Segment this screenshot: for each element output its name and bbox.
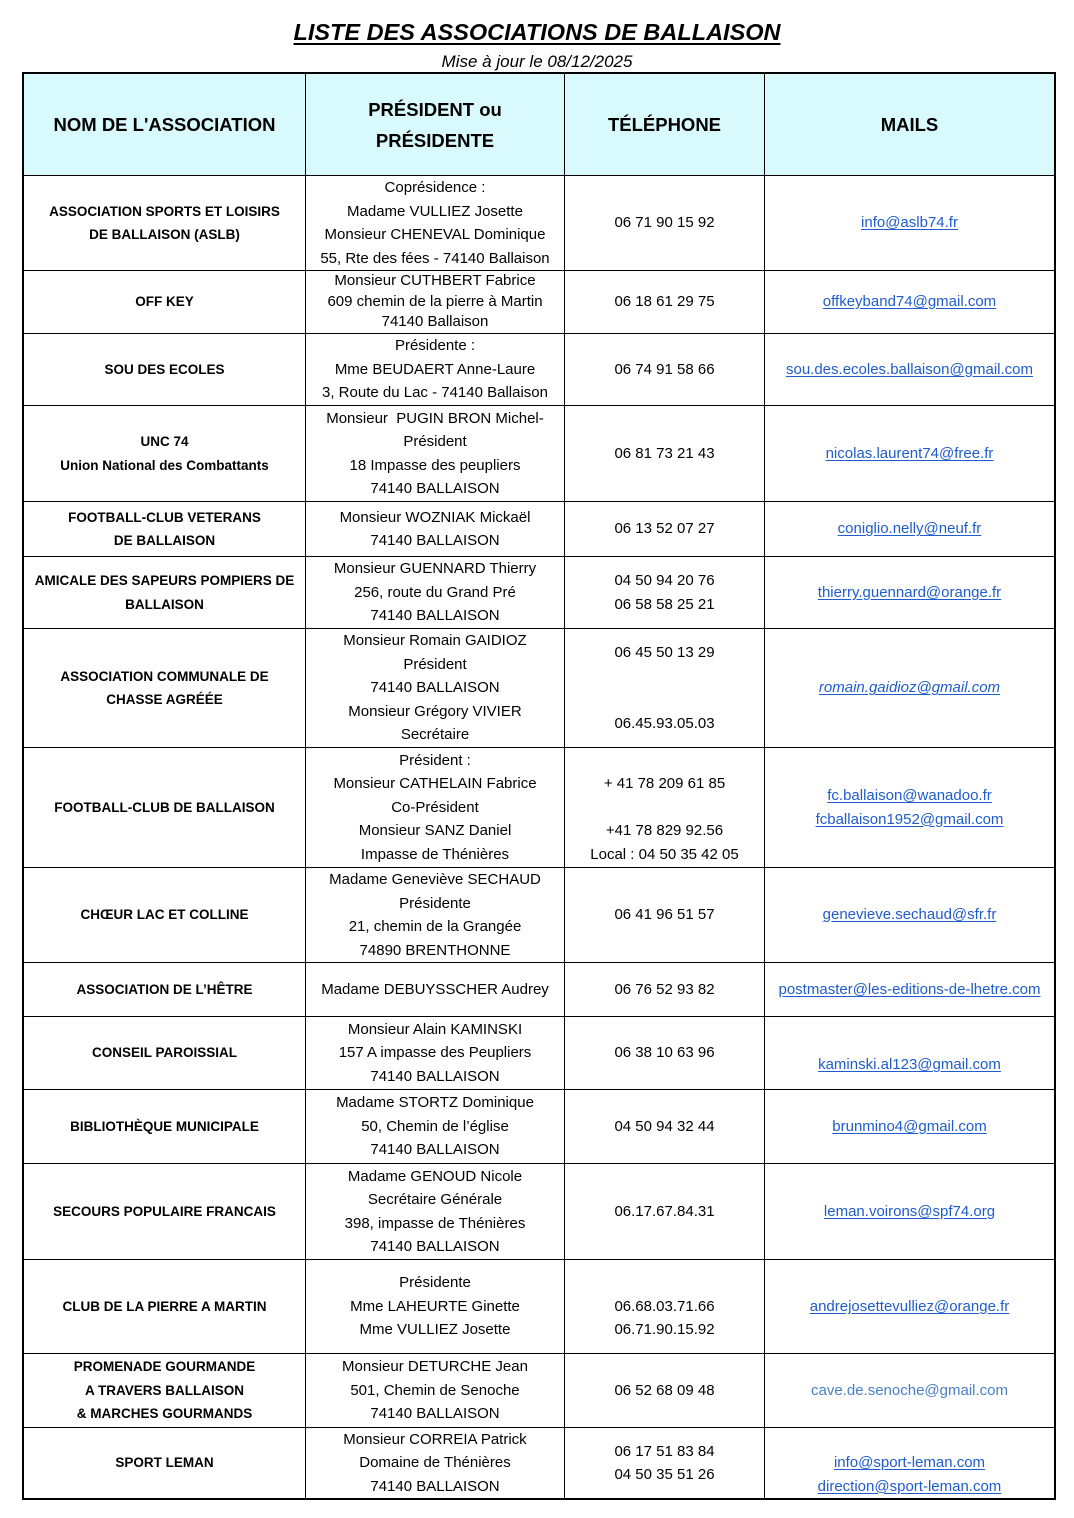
mail-link[interactable]: coniglio.nelly@neuf.fr [837,520,982,538]
header-president-label: PRÉSIDENT ou [368,98,502,120]
association-row [24,1017,1054,1090]
header-president-cell [306,74,565,175]
association-name-line: Union National des Combattants [60,457,269,473]
association-name-cell [24,176,306,270]
phone-cell [565,1354,765,1427]
association-name-cell [24,868,306,962]
phone-number: 06 18 61 29 75 [614,292,715,310]
mail-cell [765,1090,1054,1163]
association-name-line: CONSEIL PAROISSIAL [91,1045,238,1061]
phone-cell [565,629,765,747]
mail-link[interactable]: brunmino4@gmail.com [832,1117,987,1135]
president-line: 74140 BALLAISON [370,480,500,497]
association-name-line: & MARCHES GOURMANDS [76,1406,253,1422]
mail-link[interactable]: thierry.guennard@orange.fr [817,583,1002,601]
association-name-cell [24,557,306,628]
association-name-cell [24,334,306,405]
president-cell [306,748,565,867]
phone-number: 06 41 96 51 57 [614,906,715,924]
association-name-line: BIBLIOTHÈQUE MUNICIPALE [70,1118,259,1134]
president-cell [306,406,565,501]
phone-number: 06.71.90.15.92 [614,1321,715,1339]
mail-cell [765,868,1054,962]
president-line: Co-Président [391,798,479,816]
president-line: Monsieur CUTHBERT Fabrice [334,272,536,290]
president-line: Monsieur Alain KAMINSKI [347,1020,523,1038]
mail-link[interactable]: postmaster@les-editions-de-lhetre.com [778,980,1041,998]
association-name-cell [24,748,306,867]
association-name-line: SOU DES ECOLES [104,361,225,377]
president-line: Mme VULLIEZ Josette [359,1321,511,1339]
header-president-label: PRÉSIDENTE [375,129,495,151]
president-line: 74140 BALLAISON [370,679,500,697]
phone-number: 06 76 52 93 82 [614,980,715,998]
phone-number: 06 71 90 15 92 [614,214,715,232]
phone-number: 06 58 58 25 21 [614,595,715,613]
mail-link[interactable]: sou.des.ecoles.ballaison@gmail.com [785,360,1034,378]
president-line: Secrétaire Générale [367,1191,503,1208]
association-name-cell [24,1354,306,1427]
page-title-block [0,17,1074,47]
mail-cell [765,1164,1054,1259]
president-line: Présidente [399,894,471,912]
header-phone-cell [565,74,765,175]
president-cell [306,1354,565,1427]
president-line: Monsieur CATHELAIN Fabrice [333,775,537,793]
update-date: Mise à jour le 08/12/2025 [441,52,633,71]
president-line: Madame Geneviève SECHAUD [329,871,541,888]
association-name-line: ASSOCIATION COMMUNALE DE [60,668,269,684]
president-line: 18 Impasse des peupliers [349,456,521,474]
mail-cell [765,557,1054,628]
association-name-line: ASSOCIATION DE L’HÊTRE [76,981,253,997]
phone-number: 04 50 94 20 76 [614,572,715,589]
phone-cell [565,868,765,962]
phone-cell [565,1164,765,1259]
president-line: Secrétaire [400,726,470,744]
mail-cell [765,334,1054,405]
president-line: 3, Route du Lac - 74140 Ballaison [322,384,548,402]
phone-number: 06 45 50 13 29 [614,644,715,661]
association-name-line: A TRAVERS BALLAISON [84,1382,244,1398]
association-name-line: SPORT LEMAN [115,1455,214,1471]
president-line: Monsieur WOZNIAK Mickaël [339,508,531,526]
president-line: 74140 BALLAISON [370,532,500,549]
association-row [24,271,1054,334]
association-name-line: AMICALE DES SAPEURS POMPIERS DE [34,573,295,588]
association-name-line: UNC 74 [140,434,189,449]
association-name-line: CHASSE AGRÉÉE [106,692,223,707]
association-name-cell [24,1090,306,1163]
phone-number: 06 38 10 63 96 [614,1044,715,1062]
page-title: LISTE DES ASSOCIATIONS DE BALLAISON [293,19,781,45]
mail-cell [765,748,1054,867]
association-name-cell [24,1164,306,1259]
association-row [24,1260,1054,1354]
phone-number: 06.68.03.71.66 [614,1297,715,1315]
president-cell [306,1090,565,1163]
mail-cell [765,1260,1054,1353]
president-cell [306,963,565,1016]
phone-cell [565,271,765,333]
president-line: 609 chemin de la pierre à Martin [327,292,543,310]
association-row [24,1090,1054,1164]
president-line: 74140 Ballaison [381,313,489,331]
phone-number: 06 52 68 09 48 [614,1381,715,1399]
mail-link[interactable]: fc.ballaison@wanadoo.fr [827,787,992,804]
mail-cell [765,502,1054,556]
association-row [24,963,1054,1017]
association-name-line: DE BALLAISON (ASLB) [89,227,240,242]
association-name-line: PROMENADE GOURMANDE [73,1359,256,1375]
association-name-line: DE BALLAISON [113,533,216,548]
president-cell [306,1164,565,1259]
phone-cell [565,1428,765,1498]
association-row [24,748,1054,868]
president-line: 74140 BALLAISON [370,1141,500,1159]
president-line: Madame DEBUYSSCHER Audrey [321,980,549,998]
association-name-cell [24,629,306,747]
mail-cell [765,1428,1054,1498]
phone-number: Local : 04 50 35 42 05 [590,845,739,863]
phone-number: 06.17.67.84.31 [614,1202,715,1220]
phone-cell [565,1090,765,1163]
president-line: Président [403,655,467,673]
phone-number: 06 17 51 83 84 [614,1442,715,1460]
president-line: Présidente [399,1274,471,1292]
president-cell [306,629,565,747]
association-name-cell [24,1260,306,1353]
association-row [24,1428,1054,1498]
association-row [24,868,1054,963]
mail-link[interactable]: cave.de.senoche@gmail.com [811,1381,1008,1399]
president-cell [306,1017,565,1089]
mail-cell [765,176,1054,270]
mail-link[interactable]: info@sport-leman.com [833,1454,986,1471]
header-name-label: NOM DE L'ASSOCIATION [53,114,276,135]
association-row [24,334,1054,406]
association-name-line: FOOTBALL-CLUB DE BALLAISON [54,799,275,815]
associations-table [22,72,1056,1500]
phone-cell [565,334,765,405]
header-phone-label: TÉLÉPHONE [607,114,722,135]
president-line: Monsieur CHENEVAL Dominique [324,226,546,243]
president-cell [306,1428,565,1498]
association-row [24,406,1054,502]
association-name-cell [24,1428,306,1498]
president-line: Présidente : [394,337,476,355]
president-line: 74140 BALLAISON [370,607,500,625]
association-name-line: BALLAISON [125,596,204,612]
president-cell [306,271,565,333]
association-name-cell [24,406,306,501]
president-line: Monsieur GUENNARD Thierry [333,560,537,578]
mail-cell [765,406,1054,501]
mail-cell [765,1354,1054,1427]
table-header-row [24,74,1054,176]
phone-cell [565,1017,765,1089]
president-cell [306,334,565,405]
header-name-cell [24,74,306,175]
phone-cell [565,1260,765,1353]
mail-link[interactable]: nicolas.laurent74@free.fr [825,444,994,462]
phone-cell [565,176,765,270]
president-line: Coprésidence : [384,179,486,196]
association-row [24,557,1054,629]
association-name-line: CLUB DE LA PIERRE A MARTIN [62,1298,267,1314]
phone-number: + 41 78 209 61 85 [603,775,726,793]
mail-cell [765,1017,1054,1089]
president-line: Monsieur Romain GAIDIOZ [343,632,527,650]
phone-cell [565,406,765,501]
president-line: 157 A impasse des Peupliers [338,1044,532,1062]
association-row [24,629,1054,748]
president-cell [306,176,565,270]
president-line: 55, Rte des fées - 74140 Ballaison [320,249,550,267]
mail-link[interactable]: fcballaison1952@gmail.com [815,810,1004,828]
mail-cell [765,271,1054,333]
president-line: Madame STORTZ Dominique [336,1094,534,1112]
president-line: Monsieur SANZ Daniel [358,822,512,840]
president-line: 74140 BALLAISON [370,1067,500,1085]
association-name-line: OFF KEY [135,293,194,309]
president-line: Impasse de Thénières [360,845,510,863]
association-row [24,1164,1054,1260]
phone-cell [565,963,765,1016]
phone-number: 06 74 91 58 66 [614,360,715,378]
phone-number: 04 50 35 51 26 [614,1466,715,1483]
mail-link[interactable]: direction@sport-leman.com [817,1477,1002,1495]
mail-link[interactable]: romain.gaidioz@gmail.com [818,679,1001,697]
header-mails-cell [765,74,1054,175]
president-line: Président : [399,751,471,769]
president-line: 74140 BALLAISON [370,1405,500,1423]
mail-link[interactable]: offkeyband74@gmail.com [822,292,997,310]
president-line: 398, impasse de Thénières [344,1214,526,1232]
phone-number: 06.45.93.05.03 [614,714,715,732]
mail-link[interactable]: genevieve.sechaud@sfr.fr [822,906,997,924]
president-line: 74140 BALLAISON [370,1477,500,1495]
header-mails-label: MAILS [880,114,939,135]
president-line: 74890 BRENTHONNE [359,941,511,959]
association-row [24,176,1054,271]
phone-number: 06 81 73 21 43 [614,444,715,462]
president-cell [306,502,565,556]
association-name-cell [24,502,306,556]
president-line: 21, chemin de la Grangée [348,918,522,935]
president-line: Monsieur PUGIN BRON Michel- [326,409,544,427]
president-cell [306,1260,565,1353]
phone-number: +41 78 829 92.56 [605,822,724,840]
phone-cell [565,557,765,628]
association-name-cell [24,1017,306,1089]
president-line: 256, route du Grand Pré [354,583,516,601]
association-name-line: ASSOCIATION SPORTS ET LOISIRS [49,203,280,219]
mail-link[interactable]: info@aslb74.fr [861,214,958,232]
mail-link[interactable]: andrejosettevulliez@orange.fr [809,1297,1010,1315]
president-cell [306,557,565,628]
president-line: Monsieur CORREIA Patrick [343,1430,527,1448]
phone-number: 04 50 94 32 44 [614,1117,715,1135]
president-line: Monsieur DETURCHE Jean [342,1358,528,1376]
president-line: Madame VULLIEZ Josette [347,202,523,220]
president-line: 50, Chemin de l’église [361,1117,509,1135]
association-name-cell [24,271,306,333]
association-row [24,502,1054,557]
president-cell [306,868,565,962]
association-name-line: CHŒUR LAC ET COLLINE [80,907,249,923]
president-line: Madame GENOUD Nicole [347,1167,523,1185]
mail-cell [765,629,1054,747]
association-name-line: FOOTBALL-CLUB VETERANS [68,509,261,525]
association-name-line: SECOURS POPULAIRE FRANCAIS [53,1203,276,1219]
president-line: Président [403,433,467,450]
phone-cell [565,748,765,867]
phone-number: 06 13 52 07 27 [614,520,715,538]
phone-cell [565,502,765,556]
president-line: Mme BEUDAERT Anne-Laure [334,360,536,378]
mail-link[interactable]: kaminski.al123@gmail.com [818,1056,1001,1073]
mail-link[interactable]: leman.voirons@spf74.org [823,1202,996,1220]
president-line: Monsieur Grégory VIVIER [348,702,522,720]
president-line: Domaine de Thénières [359,1454,511,1472]
mail-cell [765,963,1054,1016]
president-line: 74140 BALLAISON [370,1238,500,1255]
president-line: 501, Chemin de Senoche [350,1381,520,1399]
association-name-cell [24,963,306,1016]
president-line: Mme LAHEURTE Ginette [350,1297,520,1315]
association-row [24,1354,1054,1428]
